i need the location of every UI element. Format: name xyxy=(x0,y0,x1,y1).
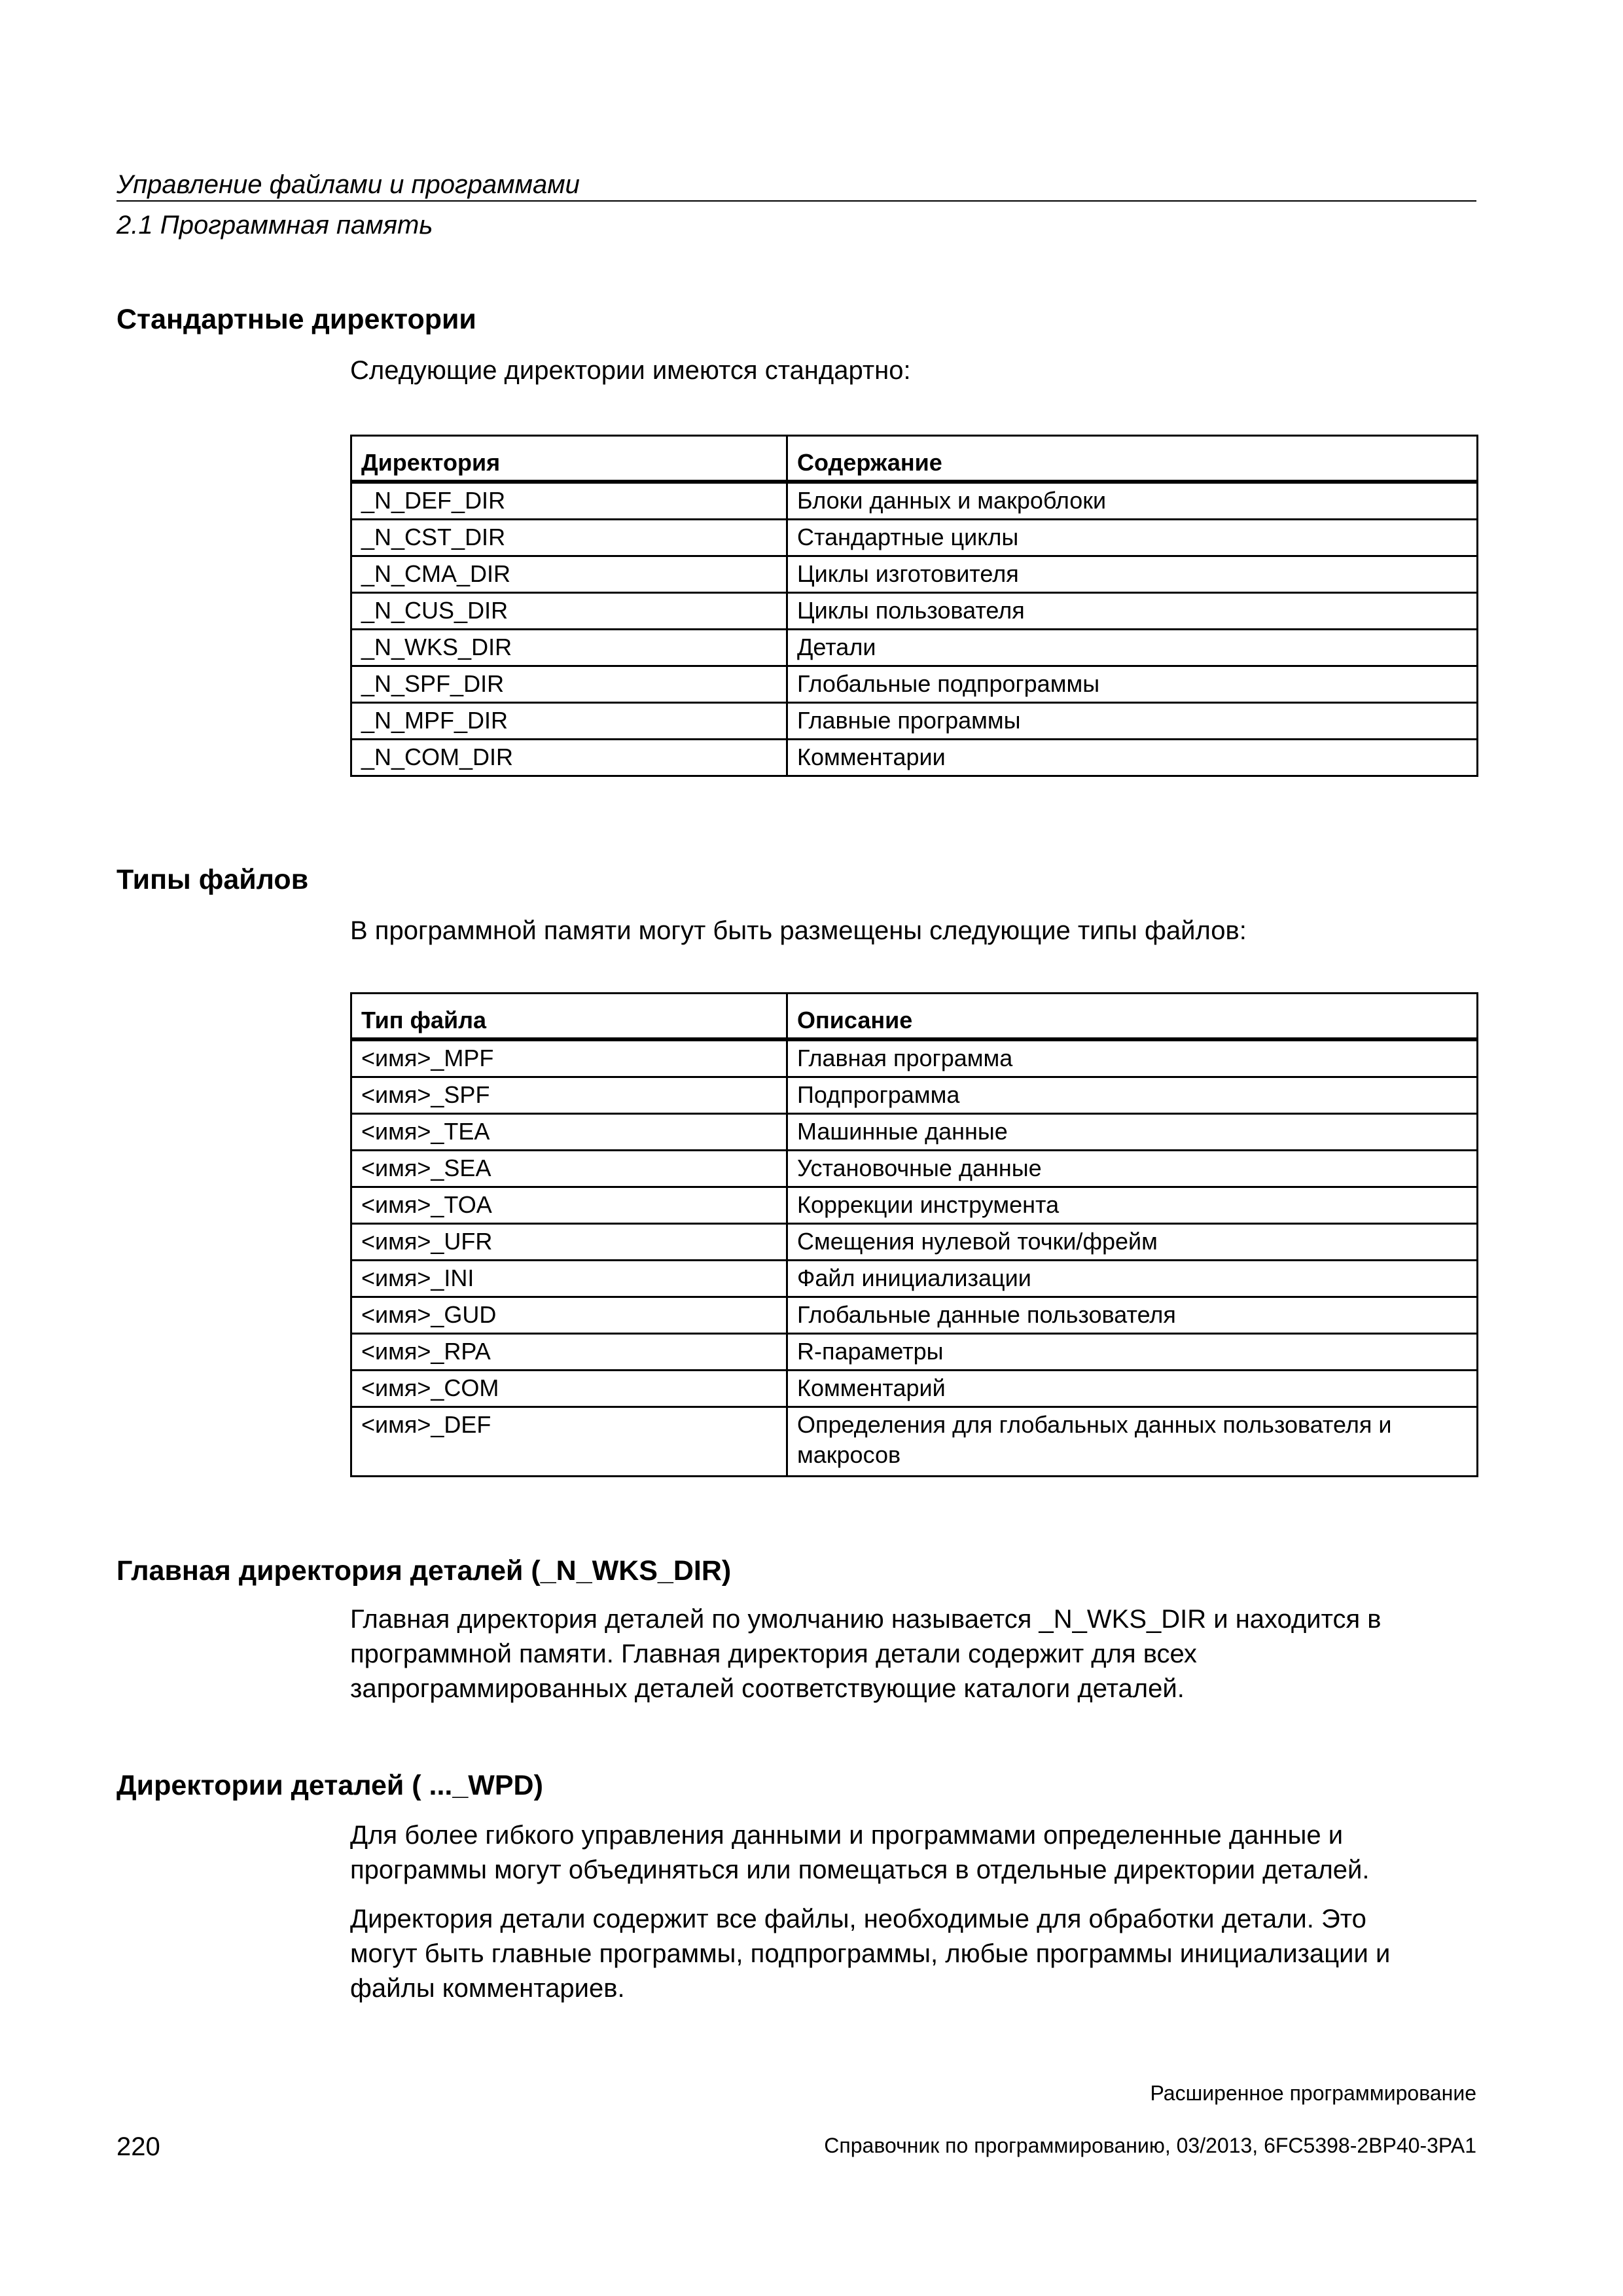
dir-content-cell: Главные программы xyxy=(787,703,1478,740)
file-type-cell: <имя>_COM xyxy=(351,1371,787,1407)
text-line: программной памяти. Главная директория детали содержит для всех xyxy=(350,1640,1197,1668)
standard-dirs-table xyxy=(350,435,1478,777)
file-type-cell: <имя>_TOA xyxy=(351,1187,787,1224)
dir-name-cell: _N_CST_DIR xyxy=(351,520,787,556)
table-row xyxy=(351,666,1478,703)
table-row xyxy=(351,703,1478,740)
intro-standard-dirs: Следующие директории имеются стандартно: xyxy=(350,356,911,385)
column-header: Тип файла xyxy=(351,994,787,1040)
dir-content-cell: Комментарии xyxy=(787,740,1478,776)
column-header: Описание xyxy=(787,994,1478,1040)
text-line: Главная директория деталей по умолчанию называется _N_WKS_DIR и находится в xyxy=(350,1605,1382,1634)
column-header: Содержание xyxy=(787,436,1478,482)
dir-name-cell: _N_MPF_DIR xyxy=(351,703,787,740)
table-row xyxy=(351,1077,1478,1114)
table-row xyxy=(351,1187,1478,1224)
column-header: Директория xyxy=(351,436,787,482)
dir-name-cell: _N_CMA_DIR xyxy=(351,556,787,593)
running-header xyxy=(116,166,1476,243)
file-types-table xyxy=(350,992,1478,1477)
dir-content-cell: Циклы пользователя xyxy=(787,593,1478,630)
file-type-cell: <имя>_RPA xyxy=(351,1334,787,1371)
dir-content-cell: Стандартные циклы xyxy=(787,520,1478,556)
dir-content-cell: Детали xyxy=(787,630,1478,666)
file-type-cell: <имя>_INI xyxy=(351,1261,787,1297)
file-type-cell: <имя>_DEF xyxy=(351,1407,787,1477)
section-title: 2.1 Программная память xyxy=(116,211,433,240)
dir-name-cell: _N_SPF_DIR xyxy=(351,666,787,703)
file-type-cell: <имя>_MPF xyxy=(351,1039,787,1077)
file-desc-cell: R-параметры xyxy=(787,1334,1478,1371)
table-row xyxy=(351,1114,1478,1151)
table-row xyxy=(351,1151,1478,1187)
file-desc-cell: Установочные данные xyxy=(787,1151,1478,1187)
heading-file-types: Типы файлов xyxy=(116,864,309,895)
table-row xyxy=(351,556,1478,593)
table-row xyxy=(351,520,1478,556)
text-line: программы могут объединяться или помещаться в отдельные директории деталей. xyxy=(350,1856,1370,1884)
header-rule xyxy=(116,200,1476,202)
file-desc-cell: Файл инициализации xyxy=(787,1261,1478,1297)
dir-content-cell: Блоки данных и макроблоки xyxy=(787,482,1478,520)
file-desc-cell: Машинные данные xyxy=(787,1114,1478,1151)
file-desc-cell: Подпрограмма xyxy=(787,1077,1478,1114)
table-row xyxy=(351,1334,1478,1371)
table-row xyxy=(351,1407,1478,1477)
heading-standard-dirs: Стандартные директории xyxy=(116,304,476,335)
file-desc-cell: Коррекции инструмента xyxy=(787,1187,1478,1224)
footer-reference: Справочник по программированию, 03/2013, 6FC5398-2BP40-3PA1 xyxy=(824,2134,1476,2157)
file-desc-cell: Смещения нулевой точки/фрейм xyxy=(787,1224,1478,1261)
dir-name-cell: _N_WKS_DIR xyxy=(351,630,787,666)
dir-name-cell: _N_CUS_DIR xyxy=(351,593,787,630)
intro-file-types: В программной памяти могут быть размещены следующие типы файлов: xyxy=(350,916,1247,945)
table-header-row xyxy=(351,994,1478,1040)
table-row xyxy=(351,1039,1478,1077)
paragraph-wpd-2 xyxy=(350,1902,1476,2006)
dir-name-cell: _N_DEF_DIR xyxy=(351,482,787,520)
file-desc-cell: Определения для глобальных данных пользователя и макросов xyxy=(787,1407,1478,1477)
dir-name-cell: _N_COM_DIR xyxy=(351,740,787,776)
file-type-cell: <имя>_SEA xyxy=(351,1151,787,1187)
heading-wks-dir: Главная директория деталей (_N_WKS_DIR) xyxy=(116,1555,732,1587)
table-row xyxy=(351,1297,1478,1334)
table-row xyxy=(351,593,1478,630)
table-row xyxy=(351,1224,1478,1261)
dir-content-cell: Глобальные подпрограммы xyxy=(787,666,1478,703)
table-row xyxy=(351,1261,1478,1297)
text-line: Директория детали содержит все файлы, необходимые для обработки детали. Это xyxy=(350,1905,1366,1933)
file-desc-cell: Комментарий xyxy=(787,1371,1478,1407)
dir-content-cell: Циклы изготовителя xyxy=(787,556,1478,593)
paragraph-wks-dir xyxy=(350,1602,1476,1706)
page-number: 220 xyxy=(116,2132,160,2161)
table-row xyxy=(351,740,1478,776)
table-header-row xyxy=(351,436,1478,482)
file-desc-cell: Глобальные данные пользователя xyxy=(787,1297,1478,1334)
text-line: запрограммированных деталей соответствующие каталоги деталей. xyxy=(350,1674,1185,1703)
file-type-cell: <имя>_UFR xyxy=(351,1224,787,1261)
table-row xyxy=(351,1371,1478,1407)
file-type-cell: <имя>_GUD xyxy=(351,1297,787,1334)
footer-title: Расширенное программирование xyxy=(1150,2081,1476,2105)
text-line: файлы комментариев. xyxy=(350,1974,625,2003)
text-line: Для более гибкого управления данными и программами определенные данные и xyxy=(350,1821,1344,1850)
text-line: могут быть главные программы, подпрограммы, любые программы инициализации и xyxy=(350,1939,1391,1968)
file-type-cell: <имя>_SPF xyxy=(351,1077,787,1114)
table-row xyxy=(351,482,1478,520)
heading-wpd-dirs: Директории деталей ( ..._WPD) xyxy=(116,1770,543,1801)
table-row xyxy=(351,630,1478,666)
paragraph-wpd-1 xyxy=(350,1818,1476,1888)
chapter-title: Управление файлами и программами xyxy=(116,170,580,199)
file-type-cell: <имя>_TEA xyxy=(351,1114,787,1151)
file-desc-cell: Главная программа xyxy=(787,1039,1478,1077)
